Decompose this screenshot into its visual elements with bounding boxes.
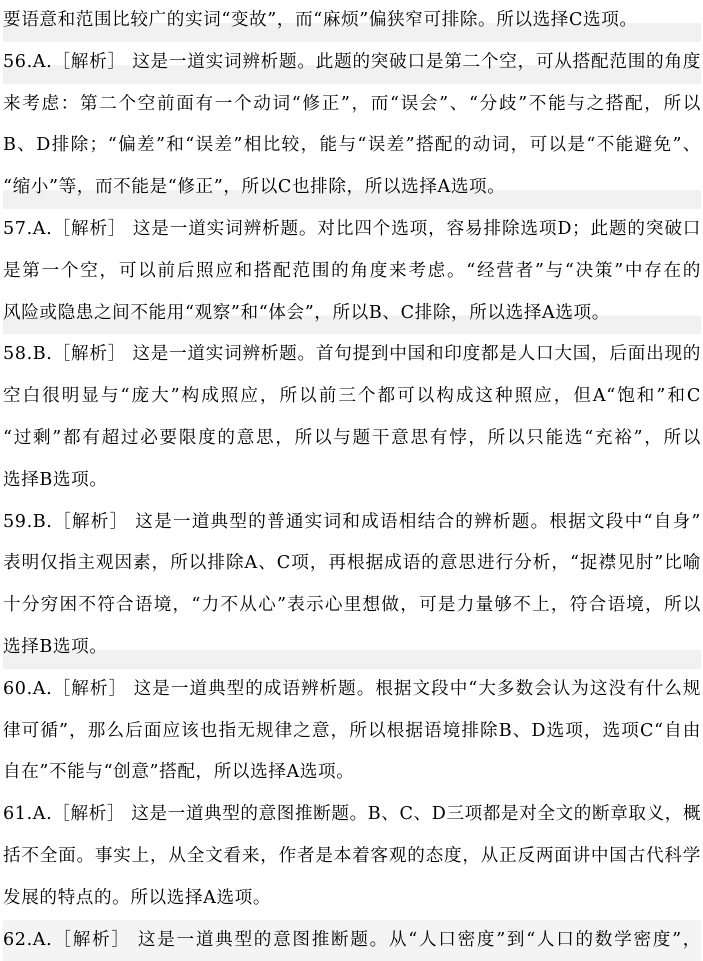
text-line: 十分穷困不符合语境，“力不从心”表示心里想做，可是力量够不上，符合语境，所以 [3, 595, 701, 616]
text-line: 发展的特点的。所以选择A选项。 [3, 887, 272, 908]
text-line: 要语意和范围比较广的实词“变故”，而“麻烦”偏狭窄可排除。所以选择C选项。 [3, 0, 701, 42]
text-line: “缩小”等，而不能是“修正”，所以C也排除，所以选择A选项。 [3, 167, 701, 209]
text-line: 56.A.［解析］ 这是一道实词辨析题。此题的突破口是第二个空，可从搭配范围的角度 [3, 42, 701, 84]
text-line: 律可循”，那么后面应该也指无规律之意，所以根据语境排除B、D选项，选项C“自由 [3, 720, 701, 741]
text-line: 60.A.［解析］ 这是一道典型的成语辨析题。根据文段中“大多数会认为这没有什么规 [3, 678, 701, 699]
text-line: 是第一个空，可以前后照应和搭配范围的角度来考虑。“经营者”与“决策”中存在的 [3, 260, 701, 281]
text-line: 括不全面。事实上，从全文看来，作者是本着客观的态度，从正反两面讲中国古代科学 [3, 845, 701, 866]
text-line: 59.B.［解析］ 这是一道典型的普通实词和成语相结合的辨析题。根据文段中“自身” [3, 511, 701, 532]
text-line: 自在”不能与“创意”搭配，所以选择A选项。 [3, 762, 355, 783]
text-line: 57.A.［解析］ 这是一道实词辨析题。对比四个选项，容易排除选项D；此题的突破口 [3, 218, 701, 239]
text-line: 62.A.［解析］ 这是一道典型的意图推断题。从“人口密度”到“人口的数学密度”， [3, 920, 701, 961]
text-line: B、D排除；“偏差”和“误差”相比较，能与“误差”搭配的动词，可以是“不能避免”、 [3, 135, 701, 156]
text-line: 61.A.［解析］ 这是一道典型的意图推断题。B、C、D三项都是对全文的断章取义，概 [3, 804, 701, 825]
text-line: 风险或隐患之间不能用“观察”和“体会”，所以B、C排除，所以选择A选项。 [3, 293, 701, 335]
text-line: 选择B选项。 [3, 627, 701, 669]
text-line: “过剩”都有超过必要限度的意思，所以与题干意思有悖，所以只能选“充裕”，所以 [3, 427, 701, 448]
text-line: 58.B.［解析］ 这是一道实词辨析题。首句提到中国和印度都是人口大国，后面出现的 [3, 344, 701, 365]
text-line: 选择B选项。 [3, 469, 108, 490]
text-line: 空白很明显与“庞大”构成照应，所以前三个都可以构成这种照应，但A“饱和”和C [3, 386, 701, 407]
text-line: 来考虑：第二个空前面有一个动词“修正”，而“误会”、“分歧”不能与之搭配，所以 [3, 93, 701, 114]
text-line: 表明仅指主观因素，所以排除A、C项，再根据成语的意思进行分析，“捉襟见肘”比喻 [3, 553, 701, 574]
